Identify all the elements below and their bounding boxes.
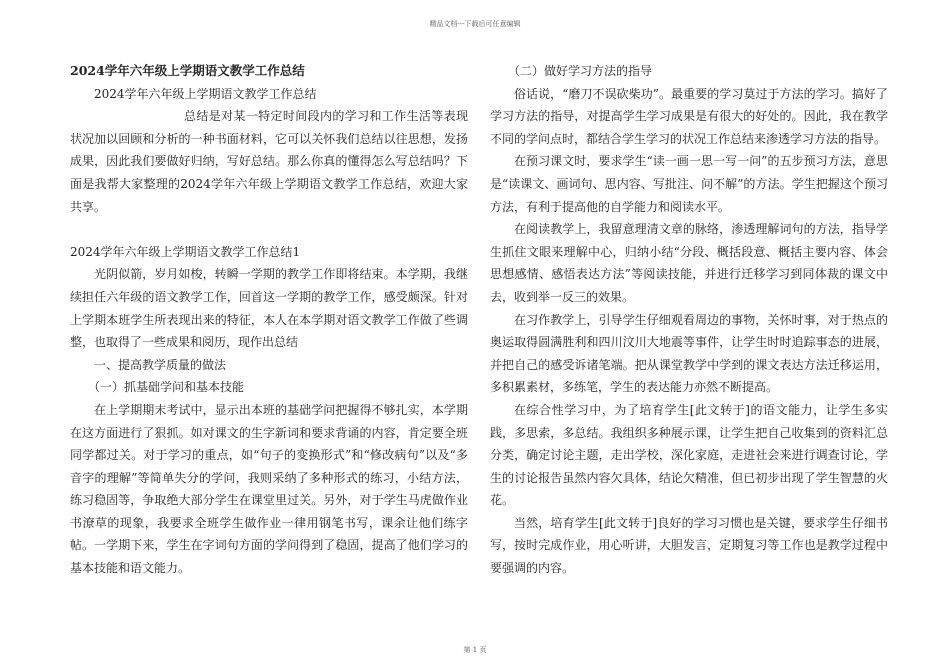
page-header: 精品文档---下载后可任意编辑	[429, 20, 521, 28]
heading-2: （二）做好学习方法的指导	[508, 64, 653, 78]
right-paragraph-5: 在综合性学习中，为了培育学生[此文转于]的语文能力，让学生多实践，多思索，多总结。我组织多种展示课，让学生把自己收集到的资料汇总分类，确定讨论主题，走出学校，深化家庭，走进社会来进行调查讨论，学生的讨论报告虽然内容欠具体，结论欠精准，但已初步出现了学生智慧的火花。	[490, 402, 888, 508]
paragraph-2: 在上学期期末考试中，显示出本班的基础学问把握得不够扎实，本学期在这方面进行了狠抓。如对课文的生字新词和要求背诵的内容，肯定要全班同学都过关。对于学习的重点，如“句子的变换形式”和“修改病句”以及“多音字的理解”等简单失分的学问，我则采纳了多种形式的练习，小结方法，练习稳固等，争取绝大部分学生在课堂里过关。另外，对于学生马虎做作业书潦草的现象，我要求全班学生做作业一律用钢笔书写，课余让他们练字帖。一学期下来，学生在字词句方面的学问得到了稳固，提高了他们学习的基本技能和语文能力。	[70, 402, 468, 576]
section-title: 2024学年六年级上学期语文教学工作总结1	[70, 244, 301, 259]
intro-paragraph: 总结是对某一特定时间段内的学习和工作生活等表现状况加以回顾和分析的一种书面材料，它可以关怀我们总结以往思想，发扬成果，因此我们要做好归纳，写好总结。那么你真的懂得怎么写总结吗？下面是我帮大家整理的2024学年六年级上学期语文教学工作总结，欢迎大家共享。	[70, 109, 468, 214]
heading-1: 一、提高教学质量的做法	[94, 357, 227, 372]
document-title: 2024学年六年级上学期语文教学工作总结	[70, 63, 305, 78]
right-paragraph-3: 在阅读教学上，我留意理清文章的脉络，渗透理解词句的方法，指导学生抓住文眼来理解中心，归纳小结“分段、概括段意、概括主要内容、体会思想感情、感悟表达方法”等阅读技能，并进行迁移学习到同体裁的课文中去，收到举一反三的效果。	[490, 222, 888, 304]
heading-1-sub: （一）抓基础学问和基本技能	[88, 380, 245, 395]
paragraph-1: 光阴似箭，岁月如梭，转瞬一学期的教学工作即将结束。本学期，我继续担任六年级的语文教学工作，回首这一学期的教学工作，感受颇深。针对上学期本班学生所表现出来的特征，本人在本学期对语文教学工作做了些调整，也取得了一些成果和阅历，现作出总结	[70, 267, 468, 350]
right-paragraph-4: 在习作教学上，引导学生仔细观看周边的事物，关怀时事，对于热点的奥运取得圆满胜利和四川汶川大地震等事件，让学生时时追踪事态的进展，并把自己的感受诉诸笔端。把从课堂教学中学到的课文表达方法迁移运用，多积累素材，多练笔，学生的表达能力亦然不断提高。	[490, 312, 888, 395]
right-column	[490, 60, 888, 580]
right-paragraph-6: 当然，培育学生[此文转于]良好的学习习惯也是关键，要求学生仔细书写，按时完成作业，用心听讲，大胆发言，定期复习等工作也是教学过程中要强调的内容。	[490, 515, 888, 576]
left-column	[70, 60, 468, 580]
page-number: 第 1 页	[463, 646, 487, 654]
document-subtitle: 2024学年六年级上学期语文教学工作总结	[94, 86, 317, 101]
spacer	[70, 218, 468, 241]
right-paragraph-1: 俗话说，“磨刀不误砍柴功”。最重要的学习莫过于方法的学习。搞好了学习方法的指导，对提高学生学习成果是有很大的好处的。因此，我在教学不同的学问点时，都结合学生学习的状况工作总结来渗透学习方法的指导。	[490, 86, 888, 146]
right-paragraph-2: 在预习课文时，要求学生“读一画一思一写一问”的五步预习方法，意思是“读课文、画词句、思内容、写批注、问不解”的方法。学生把握这个预习方法，有利于提高他的自学能力和阅读水平。	[490, 154, 888, 214]
